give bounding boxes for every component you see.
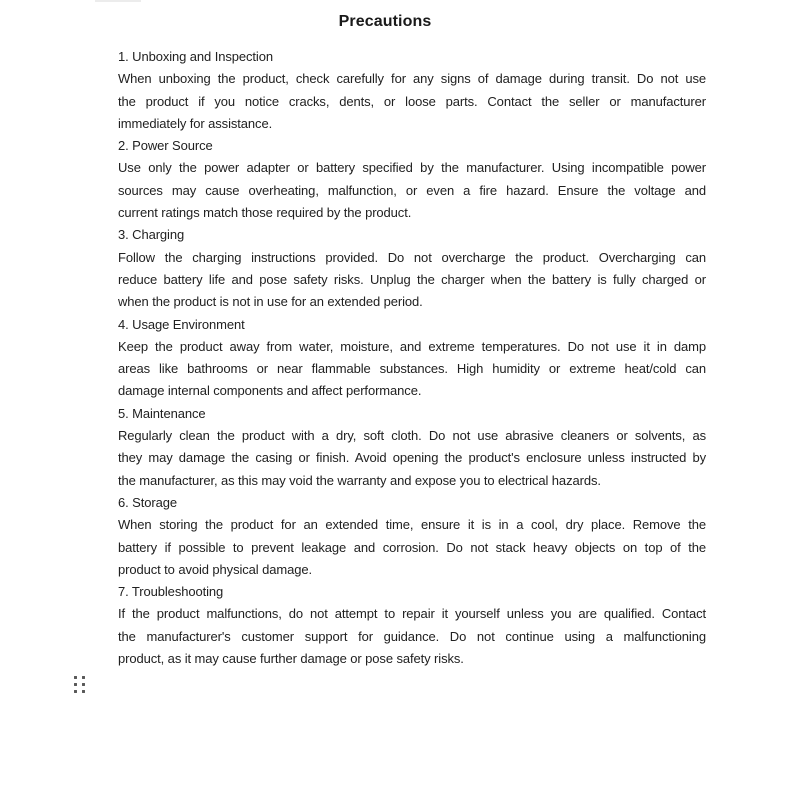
drag-handle-dot [82, 690, 85, 693]
paragraph-line: they may damage the casing or finish. Avoid opening the product's enclosure unless instructed by [118, 450, 706, 466]
paragraph-line: Use only the power adapter or battery specified by the manufacturer. Using incompatible power [118, 160, 706, 176]
paragraph-line: sources may cause overheating, malfunction, or even a fire hazard. Ensure the voltage and [118, 182, 706, 198]
drag-handle-dot [74, 683, 77, 686]
paragraph-line: Keep the product away from water, moisture, and extreme temperatures. Do not use it in damp [118, 338, 706, 354]
section-heading: 3. Charging [118, 227, 185, 243]
drag-handle-dot [82, 676, 85, 679]
paragraph-line: Follow the charging instructions provided. Do not overcharge the product. Overcharging can [118, 249, 706, 265]
paragraph-line: when the product is not in use for an extended period. [118, 294, 423, 310]
section-heading: 7. Troubleshooting [118, 584, 224, 600]
paragraph-line: When unboxing the product, check carefully for any signs of damage during transit. Do not use [118, 71, 706, 87]
paragraph-line: areas like bathrooms or near flammable substances. High humidity or extreme heat/cold can [118, 361, 706, 377]
paragraph-line: the product if you notice cracks, dents, or loose parts. Contact the seller or manufacturer [118, 93, 706, 109]
paragraph-line: reduce battery life and pose safety risks. Unplug the charger when the battery is fully charged or [118, 271, 706, 287]
paragraph-line: Regularly clean the product with a dry, soft cloth. Do not use abrasive cleaners or solvents, as [118, 428, 706, 444]
paragraph-line: If the product malfunctions, do not attempt to repair it yourself unless you are qualified. Contact [118, 606, 706, 622]
section-heading: 2. Power Source [118, 138, 213, 154]
drag-handle-dot [74, 690, 77, 693]
document-body [118, 46, 706, 670]
paragraph-line: immediately for assistance. [118, 115, 273, 131]
paragraph-line: When storing the product for an extended time, ensure it is in a cool, dry place. Remove the [118, 517, 706, 533]
top-edge-artifact [95, 0, 141, 2]
section-heading: 5. Maintenance [118, 405, 206, 421]
paragraph-line: battery if possible to prevent leakage and corrosion. Do not stack heavy objects on top of the [118, 539, 706, 555]
section-heading: 6. Storage [118, 494, 177, 510]
section-heading: 1. Unboxing and Inspection [118, 49, 273, 64]
paragraph-line: the manufacturer, as this may void the warranty and expose you to electrical hazards. [118, 472, 601, 488]
paragraph-line: current ratings match those required by the product. [118, 205, 412, 221]
paragraph-line: product, as it may cause further damage or pose safety risks. [118, 651, 464, 667]
drag-handle-icon[interactable] [74, 676, 85, 693]
paragraph-line: product to avoid physical damage. [118, 561, 312, 577]
drag-handle-dot [82, 683, 85, 686]
document-title: Precautions [338, 13, 432, 30]
paragraph-line: the manufacturer's customer support for guidance. Do not continue using a malfunctioning [118, 628, 706, 644]
drag-handle-dot [74, 676, 77, 679]
paragraph-line: damage internal components and affect performance. [118, 383, 422, 399]
section-heading: 4. Usage Environment [118, 316, 245, 332]
